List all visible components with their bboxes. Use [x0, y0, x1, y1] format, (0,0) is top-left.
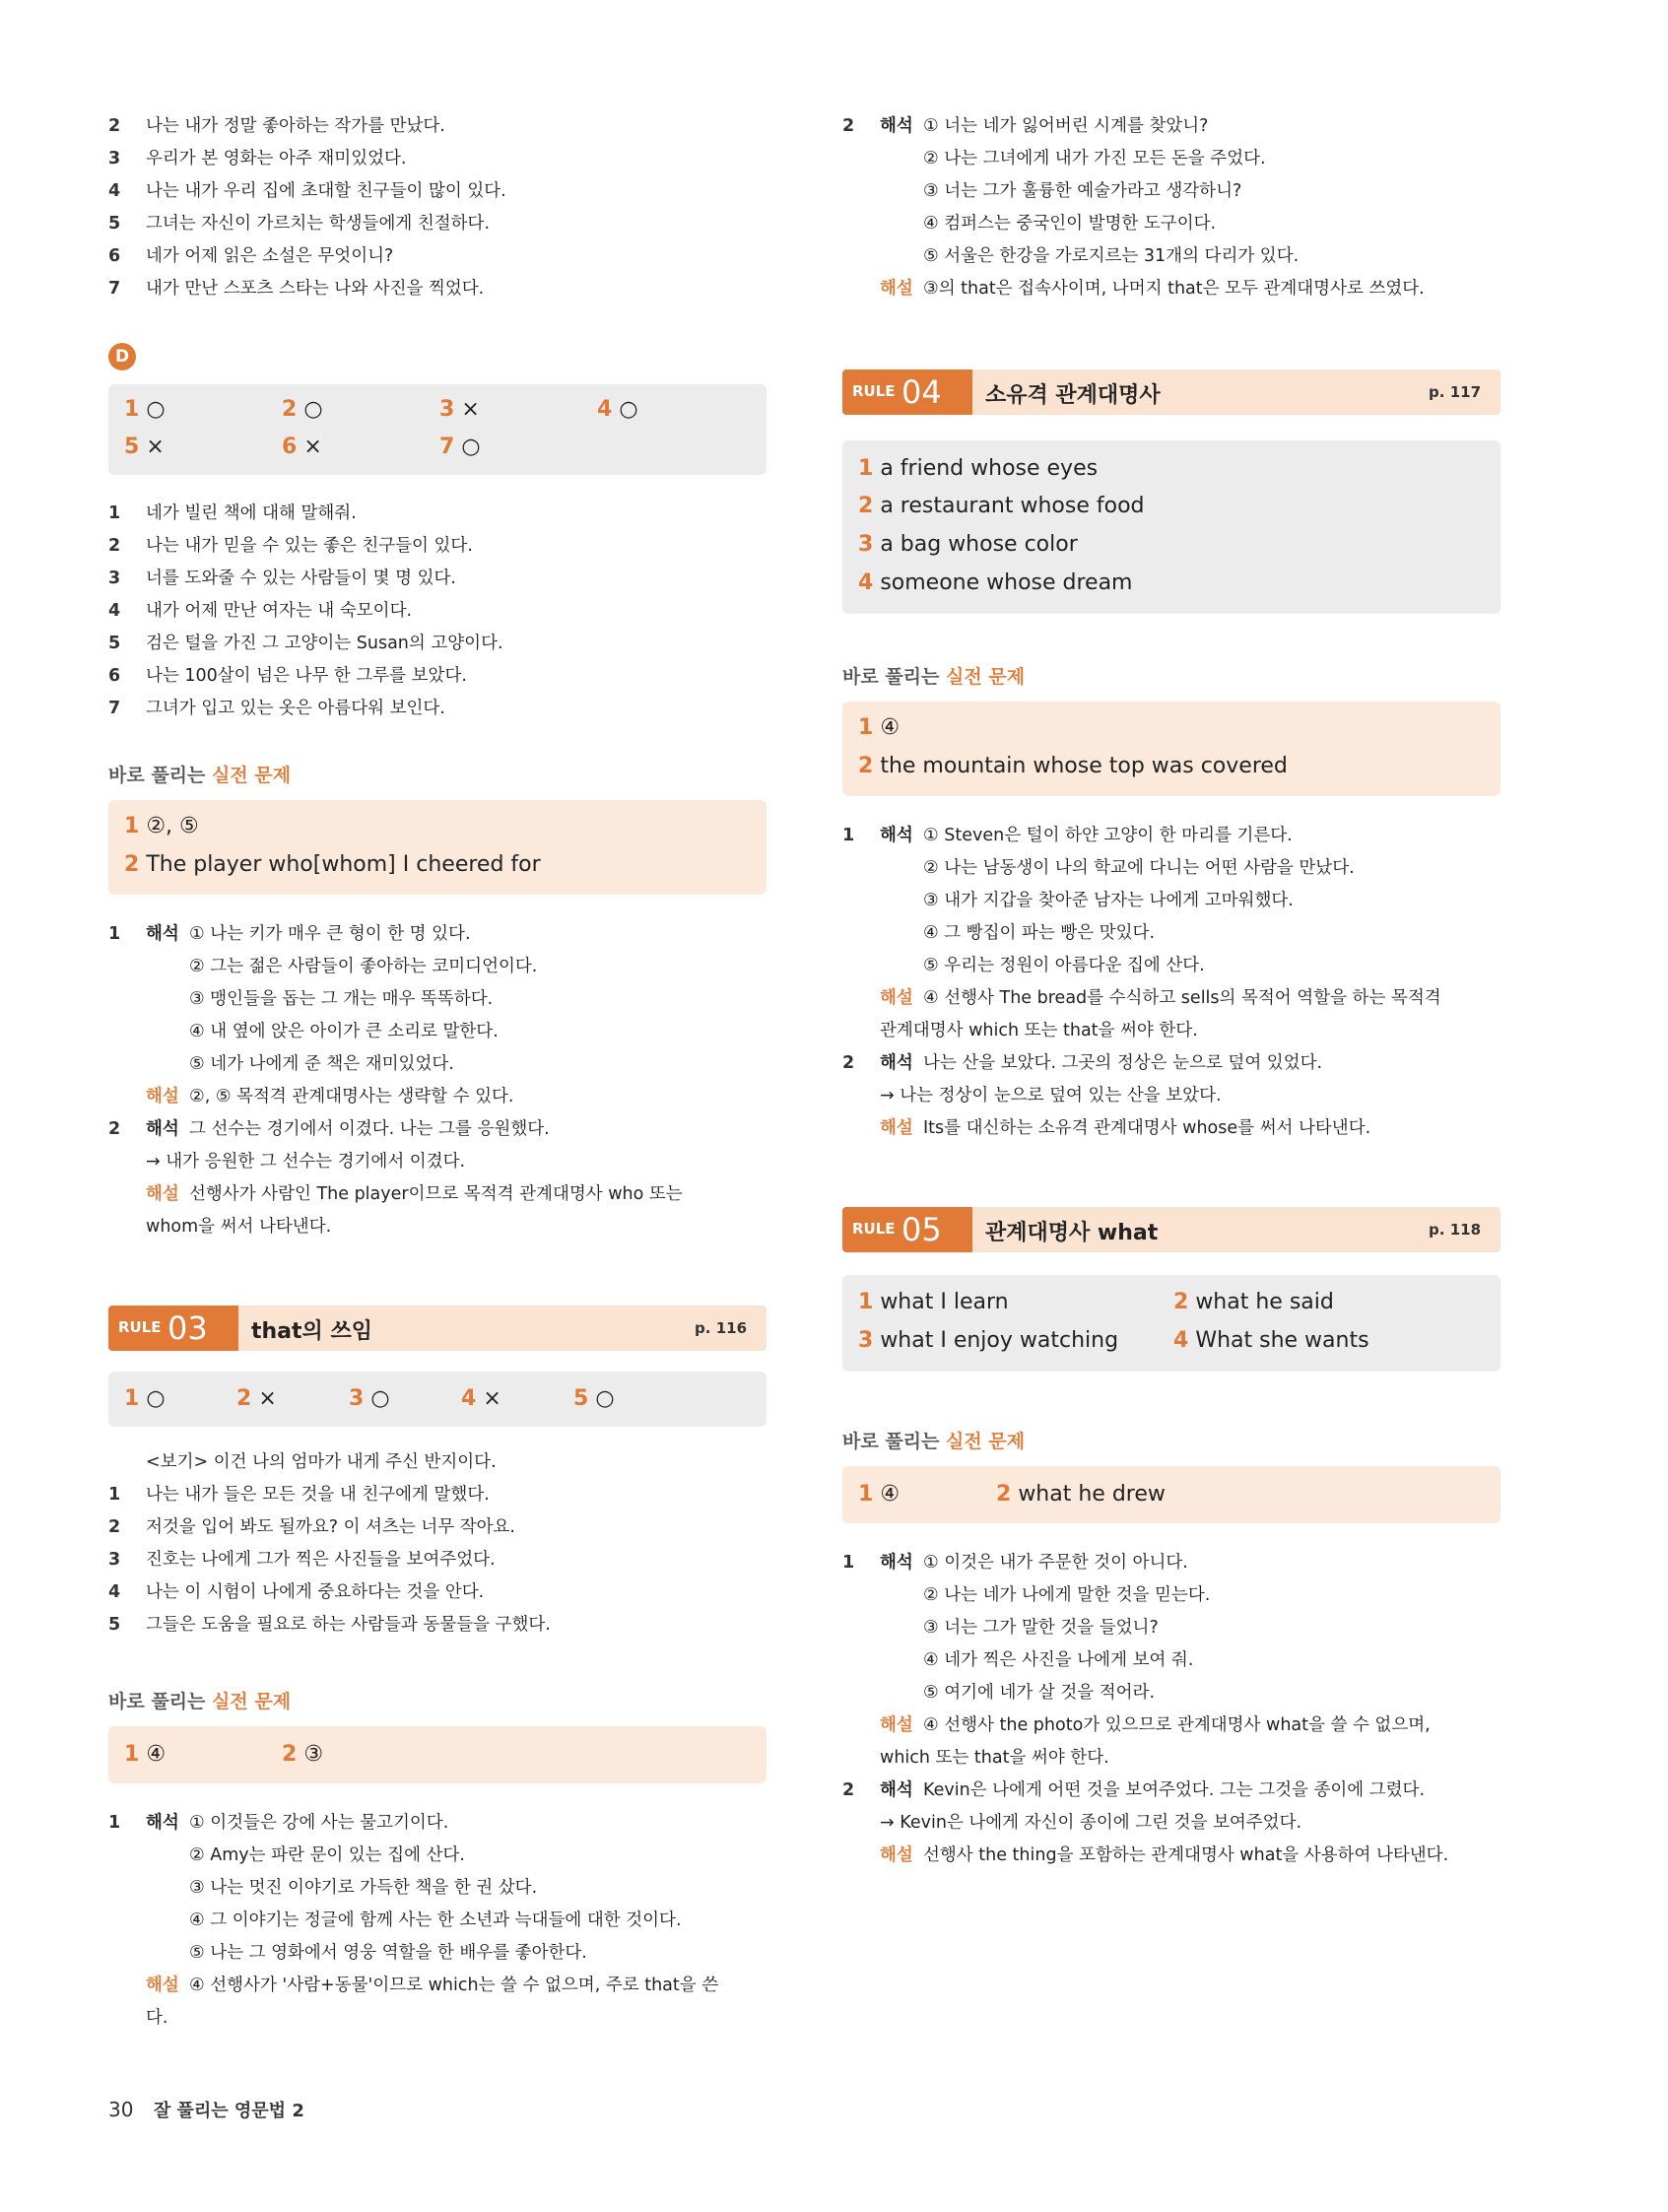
list-item: 5 그녀는 자신이 가르치는 학생들에게 친절하다. [108, 214, 491, 234]
explanation-line: 관계대명사 which 또는 that을 써야 한다. [880, 1021, 1198, 1040]
answer-item: 5 ○ [573, 1386, 615, 1411]
rule-page-ref: p. 116 [695, 1319, 747, 1337]
explanation-line: ② 나는 남동생이 나의 학교에 다니는 어떤 사람을 만났다. [923, 858, 1355, 878]
answer-item: 1 what I learn [858, 1290, 1009, 1314]
explanation-line: whom을 써서 나타낸다. [146, 1217, 332, 1237]
list-item: 1 나는 내가 들은 모든 것을 내 친구에게 말했다. [108, 1485, 490, 1505]
list-item: 2 나는 내가 믿을 수 있는 좋은 친구들이 있다. [108, 536, 473, 556]
explanation-line: 해설 ④ 선행사 The bread를 수식하고 sells의 목적어 역할을 하는 목적격 [880, 988, 1441, 1008]
answer-item: 1 ○ [124, 1386, 166, 1411]
answer-item: 1 ④ [858, 715, 901, 740]
practice-answer-box [842, 1466, 1501, 1523]
explanation-line: 1 해석 ① Steven은 털이 하얀 고양이 한 마리를 기른다. [842, 826, 1293, 845]
practice-answer-box [108, 800, 767, 895]
explanation-line: 해설 선행사 the thing을 포함하는 관계대명사 what을 사용하여 나타낸다. [880, 1845, 1449, 1865]
rule-page-ref: p. 118 [1429, 1221, 1481, 1239]
rule-05-answer-box [842, 1275, 1501, 1372]
answer-item: 3 × [439, 397, 480, 422]
explanation-line: which 또는 that을 써야 한다. [880, 1748, 1109, 1768]
list-item: 4 나는 내가 우리 집에 초대할 친구들이 많이 있다. [108, 181, 506, 201]
answer-item: 2 what he said [1173, 1290, 1334, 1314]
explanation-line: 1 해석 ① 나는 키가 매우 큰 형이 한 명 있다. [108, 924, 471, 944]
answer-item: 2 ○ [282, 397, 323, 422]
practice-answer-box [842, 702, 1501, 796]
answer-item: 4 ○ [597, 397, 638, 422]
rule-03-header [108, 1306, 767, 1351]
practice-answer-box [108, 1726, 767, 1783]
answer-item: 1 a friend whose eyes [858, 456, 1099, 481]
answer-item: 1 ④ [858, 1482, 901, 1507]
list-item: 3 너를 도와줄 수 있는 사람들이 몇 명 있다. [108, 569, 456, 588]
list-item: 7 그녀가 입고 있는 옷은 아름다워 보인다. [108, 699, 445, 718]
rule-page-ref: p. 117 [1429, 383, 1481, 401]
answer-item: 6 × [282, 435, 322, 459]
practice-explanations [108, 918, 767, 1243]
explanation-line: 해설 Its를 대신하는 소유격 관계대명사 whose를 써서 나타낸다. [880, 1118, 1371, 1138]
explanation-line: ⑤ 우리는 정원이 아름다운 집에 산다. [923, 956, 1205, 975]
list-item: 3 진호는 나에게 그가 찍은 사진들을 보여주었다. [108, 1550, 496, 1570]
explanation-line: ③ 너는 그가 훌륭한 예술가라고 생각하니? [923, 181, 1242, 201]
top-explanations [842, 110, 1501, 305]
explanation-line: → 내가 응원한 그 선수는 경기에서 이겼다. [146, 1152, 466, 1172]
book-title: 잘 풀리는 영문법 2 [153, 2101, 304, 2121]
practice-heading: 바로 풀리는 실전 문제 [842, 666, 1026, 688]
rule-title: 관계대명사 what [985, 1221, 1159, 1245]
explanation-line: ② 나는 그녀에게 내가 가진 모든 돈을 주었다. [923, 149, 1266, 168]
explanation-line: ③ 너는 그가 말한 것을 들었니? [923, 1618, 1159, 1638]
practice-heading: 바로 풀리는 실전 문제 [108, 1691, 292, 1712]
explanation-line: ② 그는 젊은 사람들이 좋아하는 코미디언이다. [189, 957, 538, 976]
explanation-line: ② 나는 네가 나에게 말한 것을 믿는다. [923, 1585, 1211, 1605]
rule-03-answer-box [108, 1372, 767, 1427]
explanation-line: 2 해석 나는 산을 보았다. 그곳의 정상은 눈으로 덮여 있었다. [842, 1053, 1323, 1073]
explanation-line: 1 해석 ① 이것들은 강에 사는 물고기이다. [108, 1813, 449, 1833]
explanation-line: 1 해석 ① 이것은 내가 주문한 것이 아니다. [842, 1553, 1188, 1573]
list-item: 2 나는 내가 정말 좋아하는 작가를 만났다. [108, 116, 445, 136]
answer-item: 4 someone whose dream [858, 570, 1133, 595]
list-item: 1 네가 빌린 책에 대해 말해줘. [108, 503, 357, 523]
explanation-line: ③ 나는 멋진 이야기로 가득한 책을 한 권 샀다. [189, 1878, 538, 1898]
rule-05-header [842, 1207, 1501, 1252]
rule-title: 소유격 관계대명사 [985, 383, 1161, 408]
rule-tag: RULE 04 [842, 369, 972, 415]
answer-item: 1 ④ [124, 1742, 167, 1767]
explanation-line: ④ 컴퍼스는 중국인이 발명한 도구이다. [923, 214, 1217, 234]
rule-04-header [842, 369, 1501, 415]
rule-tag: RULE 05 [842, 1207, 972, 1252]
page-number: 30 [108, 2098, 134, 2121]
answer-item: 2 what he drew [996, 1482, 1166, 1507]
explanation-line: ③ 맹인들을 돕는 그 개는 매우 똑똑하다. [189, 989, 494, 1009]
practice-heading: 바로 풀리는 실전 문제 [842, 1431, 1026, 1452]
explanation-line: 2 해석 ① 너는 네가 잃어버린 시계를 찾았니? [842, 116, 1209, 136]
answer-item: 2 × [236, 1386, 277, 1411]
list-item: 4 나는 이 시험이 나에게 중요하다는 것을 안다. [108, 1582, 485, 1602]
example-line: <보기> 이건 나의 엄마가 내게 주신 반지이다. [146, 1452, 497, 1472]
practice-heading: 바로 풀리는 실전 문제 [108, 765, 292, 786]
explanation-line: → 나는 정상이 눈으로 덮여 있는 산을 보았다. [880, 1086, 1222, 1106]
answer-item: 7 ○ [439, 435, 481, 459]
explanation-line: 해설 ③의 that은 접속사이며, 나머지 that은 모두 관계대명사로 쓰였다. [880, 279, 1425, 299]
answer-item: 3 ○ [349, 1386, 390, 1411]
page-footer [108, 2097, 304, 2122]
explanation-line: ⑤ 네가 나에게 준 책은 재미있었다. [189, 1054, 454, 1074]
rule-03-list [108, 1446, 767, 1642]
answer-item: 1 ②, ⑤ [124, 814, 199, 838]
explanation-line: 해설 선행사가 사람인 The player이므로 목적격 관계대명사 who 또는 [146, 1184, 683, 1204]
answer-item: 4 × [461, 1386, 501, 1411]
practice-explanations [108, 1807, 767, 2035]
top-list [108, 110, 767, 305]
explanation-line: 2 해석 Kevin은 나에게 어떤 것을 보여주었다. 그는 그것을 종이에 그렸다. [842, 1780, 1426, 1800]
explanation-line: 다. [146, 2008, 168, 2028]
list-item: 6 나는 100살이 넘은 나무 한 그루를 보았다. [108, 666, 467, 686]
section-d-answer-box [108, 384, 767, 475]
practice-explanations [842, 1547, 1501, 1872]
answer-item: 2 ③ [282, 1742, 324, 1767]
list-item: 2 저것을 입어 봐도 될까요? 이 셔츠는 너무 작아요. [108, 1517, 515, 1537]
explanation-line: 해설 ④ 선행사 the photo가 있으므로 관계대명사 what을 쓸 수 없으며, [880, 1715, 1431, 1735]
section-d-list [108, 498, 767, 725]
answer-item: 2 The player who[whom] I cheered for [124, 852, 541, 877]
answer-item: 1 ○ [124, 397, 166, 422]
answer-item: 5 × [124, 435, 165, 459]
explanation-line: ④ 내 옆에 앉은 아이가 큰 소리로 말한다. [189, 1022, 499, 1041]
rule-tag: RULE 03 [108, 1306, 238, 1351]
explanation-line: 해설 ④ 선행사가 '사람+동물'이므로 which는 쓸 수 없으며, 주로 that을 쓴 [146, 1976, 719, 1995]
explanation-line: ⑤ 나는 그 영화에서 영웅 역할을 한 배우를 좋아한다. [189, 1943, 587, 1963]
section-d-badge: D [108, 343, 136, 370]
answer-item: 3 what I enjoy watching [858, 1328, 1119, 1353]
explanation-line: ⑤ 여기에 네가 살 것을 적어라. [923, 1683, 1156, 1703]
explanation-line: 해설 ②, ⑤ 목적격 관계대명사는 생략할 수 있다. [146, 1087, 514, 1106]
explanation-line: ② Amy는 파란 문이 있는 집에 산다. [189, 1845, 465, 1865]
explanation-line: ④ 네가 찍은 사진을 나에게 보여 줘. [923, 1650, 1194, 1670]
list-item: 7 내가 만난 스포츠 스타는 나와 사진을 찍었다. [108, 279, 485, 299]
answer-item: 2 the mountain whose top was covered [858, 754, 1288, 778]
explanation-line: ④ 그 이야기는 정글에 함께 사는 한 소년과 늑대들에 대한 것이다. [189, 1910, 682, 1930]
rule-title: that의 쓰임 [251, 1319, 372, 1344]
list-item: 5 그들은 도움을 필요로 하는 사람들과 동물들을 구했다. [108, 1615, 551, 1635]
explanation-line: ⑤ 서울은 한강을 가로지르는 31개의 다리가 있다. [923, 246, 1300, 266]
explanation-line: ④ 그 빵집이 파는 빵은 맛있다. [923, 923, 1156, 943]
list-item: 4 내가 어제 만난 여자는 내 숙모이다. [108, 601, 413, 621]
answer-item: 2 a restaurant whose food [858, 494, 1145, 518]
explanation-line: → Kevin은 나에게 자신이 종이에 그린 것을 보여주었다. [880, 1813, 1302, 1833]
list-item: 6 네가 어제 읽은 소설은 무엇이니? [108, 246, 394, 266]
practice-explanations [842, 820, 1501, 1145]
explanation-line: ③ 내가 지갑을 찾아준 남자는 나에게 고마워했다. [923, 891, 1294, 910]
explanation-line: 2 해석 그 선수는 경기에서 이겼다. 나는 그를 응원했다. [108, 1119, 550, 1139]
list-item: 3 우리가 본 영화는 아주 재미있었다. [108, 149, 407, 168]
list-item: 5 검은 털을 가진 그 고양이는 Susan의 고양이다. [108, 634, 503, 653]
answer-item: 3 a bag whose color [858, 532, 1078, 557]
rule-04-answer-box [842, 440, 1501, 614]
answer-item: 4 What she wants [1173, 1328, 1369, 1353]
